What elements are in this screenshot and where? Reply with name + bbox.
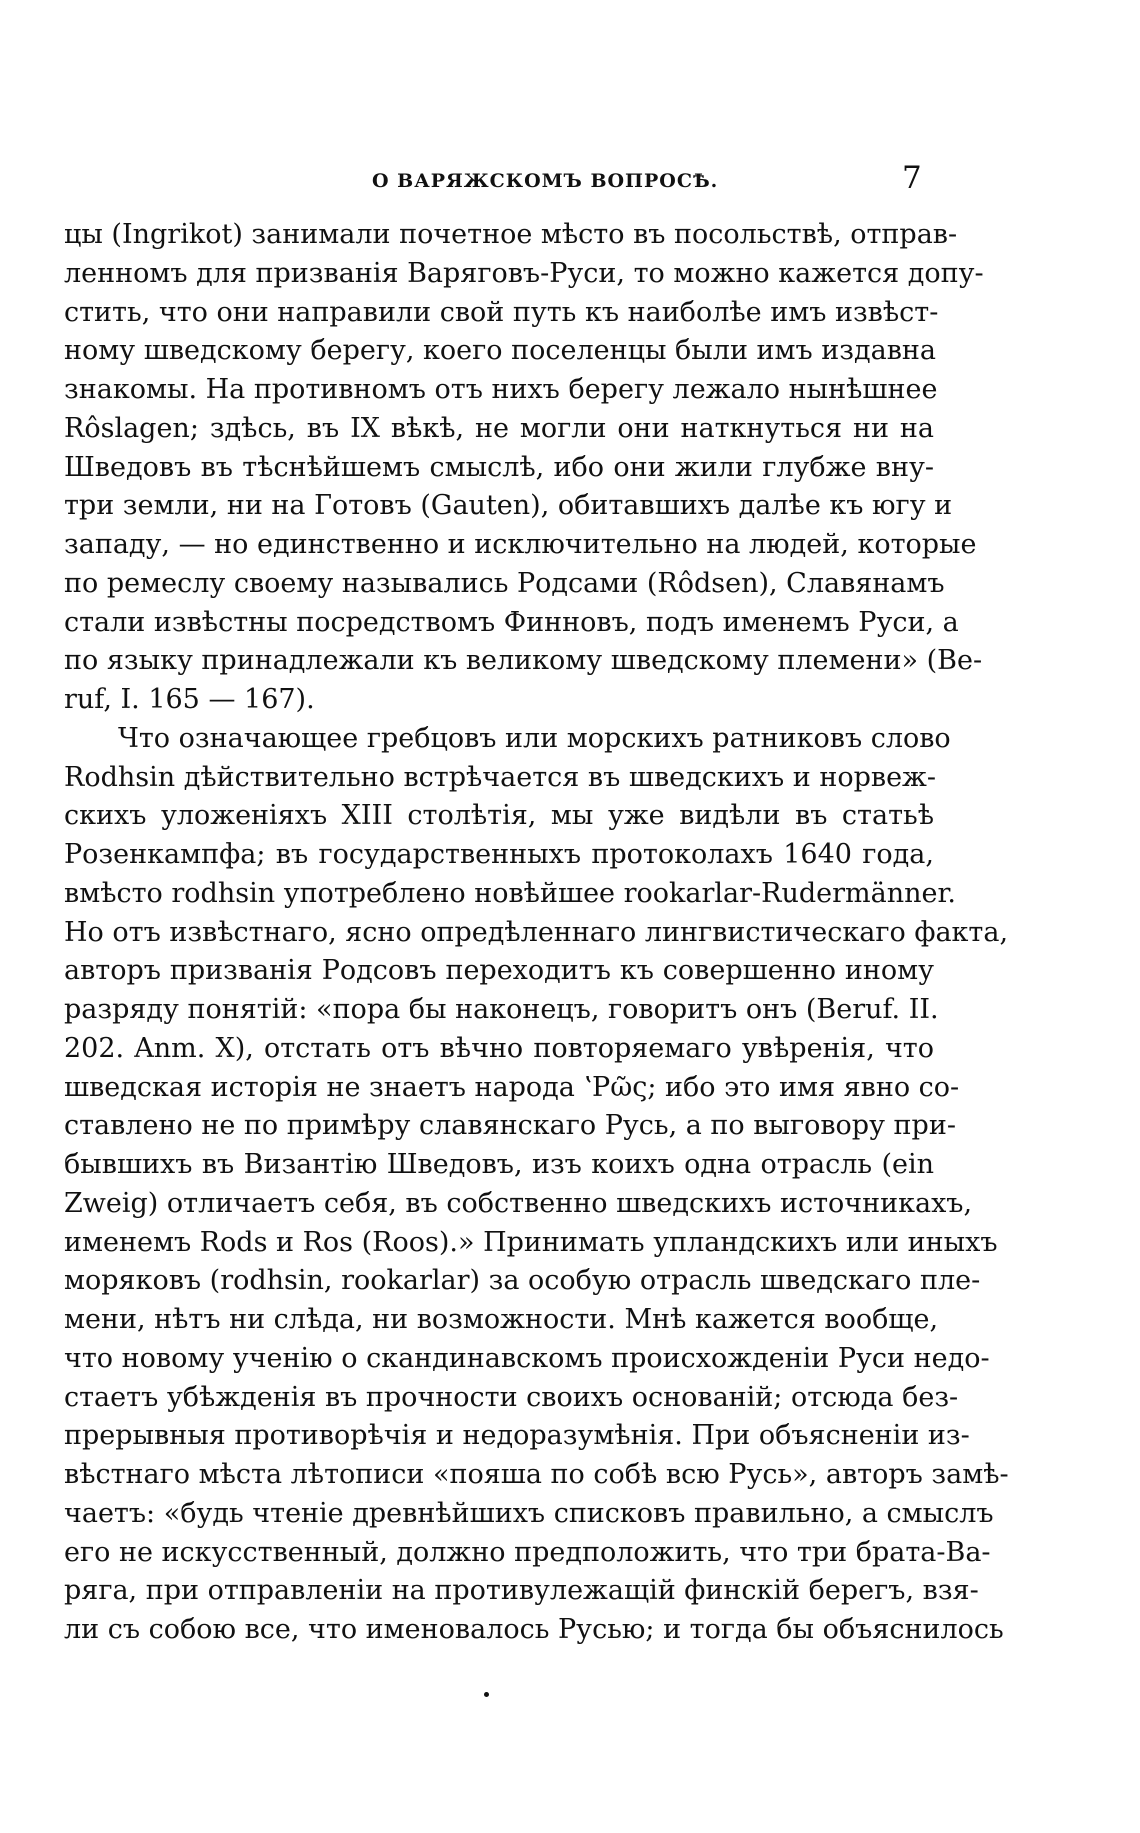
paragraph: [64, 720, 1009, 1650]
text-line: моряковъ (rodhsin, rookarlar) за особую отрасль шведскаго пле-: [64, 1265, 981, 1297]
text-line: вмѣсто rodhsin употреблено новѣйшее rookarlar-Rudermänner.: [64, 877, 957, 909]
text-line: ли съ собою все, что именовалось Русью; и тогда бы объяснилось: [64, 1614, 1004, 1645]
text-line: Что означающее гребцовъ или морскихъ ратниковъ слово: [118, 722, 951, 754]
text-line: именемъ Rods и Ros (Roos).» Принимать упландскихъ или иныхъ: [64, 1226, 998, 1258]
text-line: ставлено не по примѣру славянскаго Русь, а по выговору при-: [64, 1110, 956, 1142]
text-line: бывшихъ въ Византію Шведовъ, изъ коихъ одна отрасль (ein: [64, 1149, 934, 1180]
running-head: [0, 158, 1140, 198]
text-line: стали извѣстны посредствомъ Финновъ, подъ именемъ Руси, а: [64, 606, 959, 638]
text-line: Розенкампфа; въ государственныхъ протоколахъ 1640 года,: [64, 839, 934, 870]
text-line: по ремеслу своему назывались Родсами (Rôdsen), Славянамъ: [64, 567, 945, 599]
text-line: чаетъ: «будь чтеніе древнѣйшихъ списковъ правильно, а смыслъ: [64, 1497, 994, 1529]
text-line: мени, нѣтъ ни слѣда, ни возможности. Мнѣ кажется вообще,: [64, 1304, 939, 1335]
text-line: Zweig) отличаетъ себя, въ собственно шведскихъ источникахъ,: [64, 1187, 973, 1219]
text-line: по языку принадлежали къ великому шведскому племени» (Be-: [64, 645, 983, 677]
text-line: разряду понятій: «пора бы наконецъ, говоритъ онъ (Beruf. II.: [64, 994, 939, 1025]
paragraph: [64, 216, 984, 720]
text-line: ному шведскому берегу, коего поселенцы были имъ издавна: [64, 335, 937, 367]
text-line: его не искусственный, должно предположить, что три брата-Ва-: [64, 1536, 991, 1568]
text-line: Шведовъ въ тѣснѣйшемъ смыслѣ, ибо они жили глубже вну-: [64, 451, 934, 483]
running-title: О ВАРЯЖСКОМЪ ВОПРОСѢ.: [372, 170, 719, 192]
text-line: авторъ призванія Родсовъ переходитъ къ совершенно иному: [64, 955, 934, 987]
text-line: скихъ уложеніяхъ XIII столѣтія, мы уже видѣли въ статьѣ: [64, 800, 934, 832]
text-line: ruf, I. 165 — 167).: [64, 684, 315, 715]
text-line: Rôslagen; здѣсь, въ IX вѣкѣ, не могли они наткнуться ни на: [64, 412, 934, 444]
text-line: стить, что они направили свой путь къ наиболѣе имъ извѣст-: [64, 296, 939, 328]
text-line: вѣстнаго мѣста лѣтописи «пояша по собѣ всю Русь», авторъ замѣ-: [64, 1459, 1009, 1490]
text-line: ленномъ для призванія Варяговъ-Руси, то можно кажется допу-: [64, 257, 984, 289]
page-number: 7: [902, 160, 922, 196]
printer-mark: [484, 1692, 489, 1697]
text-line: шведская исторія не знаетъ народа ʽΡῶς; ибо это имя явно со-: [64, 1071, 960, 1103]
text-line: западу, — но единственно и исключительно на людей, которые: [64, 529, 977, 560]
text-line: цы (Ingrikot) занимали почетное мѣсто въ посольствѣ, отправ-: [64, 219, 958, 250]
body-text: [64, 216, 1009, 1650]
text-line: Но отъ извѣстнаго, ясно опредѣленнаго лингвистическаго факта,: [64, 916, 1009, 948]
text-line: что новому ученію о скандинавскомъ происхожденіи Руси недо-: [64, 1342, 990, 1374]
text-line: стаетъ убѣжденія въ прочности своихъ основаній; отсюда без-: [64, 1381, 959, 1413]
text-line: три земли, ни на Готовъ (Gauten), обитавшихъ далѣе къ югу и: [64, 490, 953, 522]
text-line: ряга, при отправленіи на противулежащій финскій берегъ, взя-: [64, 1575, 979, 1607]
text-line: знакомы. На противномъ отъ нихъ берегу лежало нынѣшнее: [64, 374, 938, 405]
text-line: 202. Anm. X), отстать отъ вѣчно повторяемаго увѣренія, что: [64, 1032, 934, 1064]
text-line: Rodhsin дѣйствительно встрѣчается въ шведскихъ и норвеж-: [64, 761, 937, 793]
text-line: прерывныя противорѣчія и недоразумѣнія. При объясненіи из-: [64, 1420, 970, 1452]
